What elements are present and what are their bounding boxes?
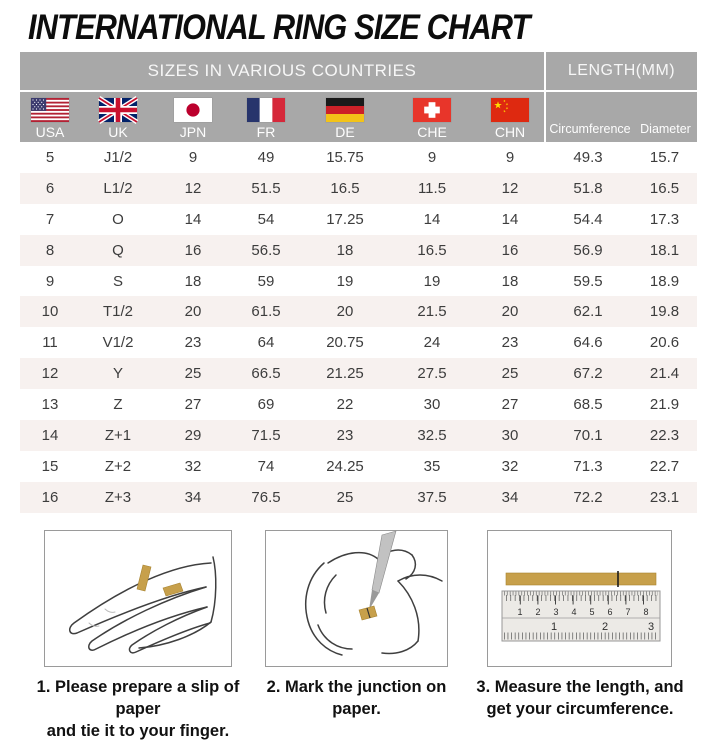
table-cell-de: 19 xyxy=(336,272,354,290)
table-cell-de: 20 xyxy=(336,303,354,321)
ruler-number: 7 xyxy=(625,607,631,617)
table-cell-uk: J1/2 xyxy=(103,148,133,166)
table-cell-diameter: 15.7 xyxy=(649,148,680,166)
instruction-panel-1 xyxy=(44,530,232,667)
ruler-number: 2 xyxy=(601,621,609,633)
table-cell-che: 35 xyxy=(423,457,441,475)
country-column-chn xyxy=(476,98,544,142)
table-row xyxy=(20,327,697,358)
table-cell-che: 9 xyxy=(427,148,437,166)
country-label: FR xyxy=(256,124,276,140)
table-cell-uk: Z xyxy=(113,396,123,414)
table-cell-diameter: 22.3 xyxy=(649,426,680,444)
table-cell-jpn: 23 xyxy=(184,334,202,352)
table-cell-che: 14 xyxy=(423,210,441,228)
table-cell-de: 20.75 xyxy=(326,334,364,352)
ruler-number: 8 xyxy=(643,607,649,617)
table-cell-fr: 71.5 xyxy=(251,426,281,444)
table-body xyxy=(20,142,697,513)
table-cell-circumference: 49.3 xyxy=(573,148,603,166)
usa-flag-icon xyxy=(31,98,69,122)
ruler-number: 3 xyxy=(553,607,559,617)
table-cell-fr: 56.5 xyxy=(251,241,281,259)
table-cell-uk: O xyxy=(112,210,124,228)
table-cell-de: 25 xyxy=(336,488,354,506)
table-cell-fr: 66.5 xyxy=(251,365,281,383)
table-cell-chn: 32 xyxy=(501,457,519,475)
france-flag-icon xyxy=(247,98,285,122)
table-cell-fr: 59 xyxy=(257,272,275,290)
table-cell-chn: 25 xyxy=(501,365,519,383)
table-cell-che: 32.5 xyxy=(417,426,447,444)
table-cell-usa: 5 xyxy=(45,148,55,166)
table-cell-fr: 54 xyxy=(257,210,275,228)
table-row xyxy=(20,235,697,266)
table-cell-jpn: 32 xyxy=(184,457,202,475)
length-columns-header xyxy=(546,92,697,142)
hand-with-paper-illustration xyxy=(45,531,231,666)
table-row xyxy=(20,389,697,420)
ruler-number: 3 xyxy=(647,621,655,633)
table-cell-chn: 23 xyxy=(501,334,519,352)
table-cell-fr: 49 xyxy=(257,148,275,166)
table-cell-usa: 9 xyxy=(45,272,55,290)
table-cell-diameter: 16.5 xyxy=(649,179,680,197)
instruction-panel-3 xyxy=(487,530,672,667)
table-header-row-1 xyxy=(20,52,697,90)
table-cell-circumference: 56.9 xyxy=(573,241,603,259)
ruler-number: 1 xyxy=(550,621,558,633)
country-label: JPN xyxy=(179,124,207,140)
table-cell-fr: 74 xyxy=(257,457,275,475)
caption-line: 3. Measure the length, and xyxy=(476,678,684,696)
table-cell-chn: 18 xyxy=(501,272,519,290)
table-cell-fr: 61.5 xyxy=(251,303,281,321)
table-cell-uk: L1/2 xyxy=(103,179,133,197)
switzerland-flag-icon xyxy=(413,98,451,122)
table-cell-usa: 13 xyxy=(41,396,59,414)
table-cell-uk: Z+1 xyxy=(104,426,132,444)
country-column-fr xyxy=(230,98,302,142)
country-flags-row xyxy=(20,92,544,142)
table-cell-uk: T1/2 xyxy=(102,303,133,321)
table-cell-usa: 16 xyxy=(41,488,59,506)
country-label: UK xyxy=(108,124,128,140)
table-cell-fr: 51.5 xyxy=(251,179,281,197)
table-cell-jpn: 18 xyxy=(184,272,202,290)
table-row xyxy=(20,204,697,235)
country-column-uk xyxy=(80,98,156,142)
table-cell-circumference: 68.5 xyxy=(573,396,603,414)
table-cell-de: 23 xyxy=(336,426,354,444)
table-cell-diameter: 17.3 xyxy=(649,210,680,228)
instruction-caption-2 xyxy=(246,676,467,720)
table-cell-circumference: 59.5 xyxy=(573,272,603,290)
table-cell-uk: Z+2 xyxy=(104,457,132,475)
table-cell-diameter: 22.7 xyxy=(649,457,680,475)
marking-junction-illustration xyxy=(266,531,447,666)
caption-line: get your circumference. xyxy=(486,700,674,718)
table-cell-fr: 64 xyxy=(257,334,275,352)
table-row xyxy=(20,420,697,451)
table-cell-de: 18 xyxy=(336,241,354,259)
table-cell-de: 24.25 xyxy=(326,457,364,475)
table-cell-chn: 16 xyxy=(501,241,519,259)
table-cell-uk: Z+3 xyxy=(104,488,132,506)
page-title: INTERNATIONAL RING SIZE CHART xyxy=(28,8,530,47)
table-cell-che: 19 xyxy=(423,272,441,290)
table-cell-de: 17.25 xyxy=(326,210,364,228)
table-cell-che: 21.5 xyxy=(417,303,447,321)
japan-flag-icon xyxy=(174,98,212,122)
table-cell-jpn: 34 xyxy=(184,488,202,506)
table-cell-uk: Y xyxy=(112,365,123,383)
country-label: CHN xyxy=(494,124,526,140)
ruler-illustration xyxy=(488,531,671,666)
table-cell-de: 15.75 xyxy=(326,148,364,166)
table-cell-jpn: 16 xyxy=(184,241,202,259)
table-cell-circumference: 51.8 xyxy=(573,179,603,197)
table-cell-diameter: 19.8 xyxy=(649,303,680,321)
table-cell-che: 27.5 xyxy=(417,365,447,383)
uk-flag-icon xyxy=(99,98,137,122)
table-cell-diameter: 21.4 xyxy=(649,365,680,383)
table-cell-circumference: 67.2 xyxy=(573,365,603,383)
table-row xyxy=(20,142,697,173)
instruction-caption-3 xyxy=(470,676,690,720)
ruler-number: 1 xyxy=(517,607,523,617)
table-row xyxy=(20,451,697,482)
table-cell-jpn: 14 xyxy=(184,210,202,228)
country-column-usa xyxy=(20,98,80,142)
table-cell-circumference: 62.1 xyxy=(573,303,603,321)
caption-line: 1. Please prepare a slip of paper xyxy=(36,678,240,718)
table-cell-usa: 10 xyxy=(41,303,59,321)
table-cell-chn: 34 xyxy=(501,488,519,506)
table-cell-diameter: 18.1 xyxy=(649,241,680,259)
table-cell-chn: 30 xyxy=(501,426,519,444)
table-cell-diameter: 20.6 xyxy=(649,334,680,352)
caption-line: and tie it to your finger. xyxy=(46,722,230,740)
table-row xyxy=(20,266,697,297)
table-cell-chn: 14 xyxy=(501,210,519,228)
country-column-de xyxy=(302,98,388,142)
table-row xyxy=(20,173,697,204)
table-cell-fr: 69 xyxy=(257,396,275,414)
table-cell-circumference: 70.1 xyxy=(573,426,603,444)
ruler-number: 5 xyxy=(589,607,595,617)
table-cell-circumference: 54.4 xyxy=(573,210,603,228)
china-flag-icon xyxy=(491,98,529,122)
table-cell-jpn: 9 xyxy=(188,148,198,166)
country-column-jpn xyxy=(156,98,230,142)
instruction-panel-2 xyxy=(265,530,448,667)
table-cell-usa: 11 xyxy=(42,334,58,352)
table-cell-diameter: 18.9 xyxy=(649,272,680,290)
instruction-caption-1 xyxy=(14,676,262,742)
ruler-number: 6 xyxy=(607,607,613,617)
table-cell-chn: 27 xyxy=(501,396,519,414)
germany-flag-icon xyxy=(326,98,364,122)
table-cell-de: 16.5 xyxy=(330,179,360,197)
country-label: CHE xyxy=(417,124,447,140)
table-header-row-2 xyxy=(20,92,697,142)
table-cell-uk: V1/2 xyxy=(102,334,134,352)
table-cell-usa: 6 xyxy=(45,179,55,197)
diameter-column-header: Diameter xyxy=(640,122,691,136)
table-cell-che: 30 xyxy=(423,396,441,414)
table-cell-diameter: 21.9 xyxy=(649,396,680,414)
table-cell-che: 37.5 xyxy=(417,488,447,506)
table-cell-chn: 12 xyxy=(501,179,519,197)
table-row xyxy=(20,482,697,513)
table-cell-usa: 14 xyxy=(41,426,59,444)
country-label: DE xyxy=(335,124,355,140)
table-cell-che: 24 xyxy=(423,334,441,352)
ring-size-table xyxy=(20,52,697,513)
table-cell-usa: 15 xyxy=(41,457,59,475)
ruler-number: 4 xyxy=(571,607,577,617)
table-cell-de: 22 xyxy=(336,396,354,414)
table-cell-uk: Q xyxy=(112,241,124,259)
country-column-che xyxy=(388,98,476,142)
table-cell-usa: 7 xyxy=(45,210,55,228)
paper-strip xyxy=(506,573,656,585)
circumference-column-header: Circumference xyxy=(549,122,631,136)
table-cell-chn: 9 xyxy=(505,148,515,166)
table-cell-uk: S xyxy=(112,272,123,290)
table-cell-jpn: 25 xyxy=(184,365,202,383)
table-cell-jpn: 27 xyxy=(184,396,202,414)
ruler-number: 2 xyxy=(535,607,541,617)
table-cell-usa: 12 xyxy=(41,365,59,383)
table-cell-circumference: 72.2 xyxy=(573,488,603,506)
header-length-mm: LENGTH(MM) xyxy=(546,52,697,90)
caption-line: 2. Mark the junction on paper. xyxy=(266,678,447,718)
table-cell-chn: 20 xyxy=(501,303,519,321)
table-cell-diameter: 23.1 xyxy=(649,488,680,506)
table-row xyxy=(20,296,697,327)
table-row xyxy=(20,358,697,389)
table-cell-usa: 8 xyxy=(45,241,55,259)
table-cell-che: 16.5 xyxy=(417,241,447,259)
table-cell-jpn: 12 xyxy=(184,179,202,197)
table-cell-che: 11.5 xyxy=(417,179,447,197)
table-cell-jpn: 29 xyxy=(184,426,202,444)
table-cell-jpn: 20 xyxy=(184,303,202,321)
table-cell-circumference: 64.6 xyxy=(573,334,603,352)
header-sizes-in-various-countries: SIZES IN VARIOUS COUNTRIES xyxy=(20,52,544,90)
table-cell-de: 21.25 xyxy=(326,365,364,383)
table-cell-fr: 76.5 xyxy=(251,488,281,506)
country-label: USA xyxy=(35,124,65,140)
table-cell-circumference: 71.3 xyxy=(573,457,603,475)
